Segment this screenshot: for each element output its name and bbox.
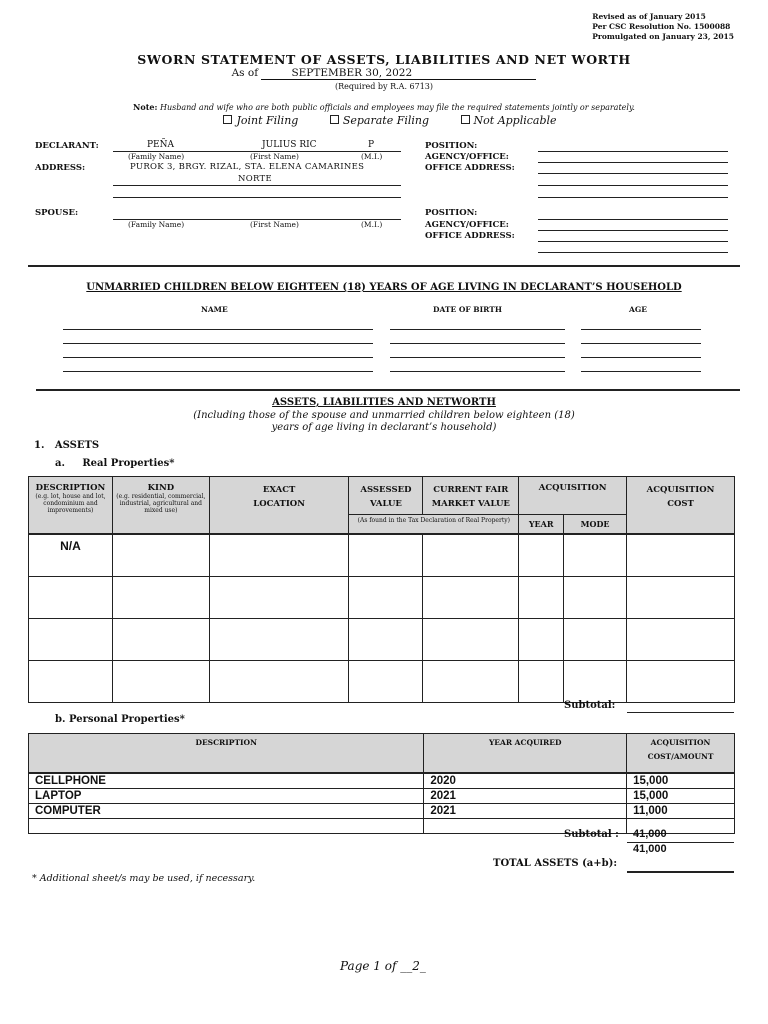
- h-year: YEAR: [519, 514, 564, 534]
- table-cell[interactable]: [29, 660, 113, 702]
- h-mode: MODE: [564, 514, 627, 534]
- note-text: Husband and wife who are both public officials and employees may file the required statements jointly or separately.: [159, 103, 635, 112]
- h-location: LOCATION: [253, 499, 305, 509]
- declarant-family-name[interactable]: PEÑA: [147, 140, 174, 150]
- declarant-first-name[interactable]: JULIUS RIC: [262, 140, 317, 150]
- real-subtotal-label: Subtotal:: [564, 700, 616, 711]
- child-dob-line[interactable]: [390, 329, 565, 330]
- personal-subtotal-value[interactable]: 41,000: [633, 828, 667, 840]
- position-line[interactable]: [538, 151, 728, 152]
- table-cell[interactable]: [627, 534, 735, 576]
- h-acq-cost-2: COST: [667, 499, 694, 509]
- table-row[interactable]: [29, 789, 735, 804]
- revision-info: [592, 12, 734, 42]
- table-cell[interactable]: [423, 660, 519, 702]
- table-cell[interactable]: [209, 618, 349, 660]
- table-cell[interactable]: [564, 660, 627, 702]
- note: [0, 102, 768, 112]
- address-line-b: [113, 197, 401, 198]
- separate-filing-label: Separate Filing: [342, 114, 430, 127]
- h-acquisition: ACQUISITION: [538, 483, 607, 493]
- p-header-year: YEAR ACQUIRED: [424, 734, 627, 774]
- table-cell[interactable]: [112, 660, 209, 702]
- spouse-family-caption: (Family Name): [128, 220, 185, 229]
- col-header-assessed: [349, 477, 423, 515]
- h-market: MARKET VALUE: [431, 499, 510, 509]
- required-by: (Required by R.A. 6713): [334, 82, 434, 91]
- p-item-description[interactable]: LAPTOP: [29, 789, 424, 804]
- table-cell[interactable]: [564, 576, 627, 618]
- as-of-label: As of: [231, 67, 259, 79]
- office-address-label: OFFICE ADDRESS:: [425, 163, 515, 173]
- p-header-cost-2: COST/AMOUNT: [647, 752, 714, 761]
- p-item-year[interactable]: 2020: [424, 773, 627, 789]
- joint-filing-label: Joint Filing: [236, 114, 299, 127]
- page-number: [340, 959, 426, 973]
- note-label: Note:: [133, 102, 158, 112]
- table-cell[interactable]: [112, 618, 209, 660]
- table-cell[interactable]: [519, 534, 564, 576]
- p-item-year[interactable]: 2021: [424, 804, 627, 819]
- spouse-position-label: POSITION:: [425, 208, 478, 218]
- not-applicable-label: Not Applicable: [473, 114, 557, 127]
- table-cell[interactable]: [519, 618, 564, 660]
- table-cell[interactable]: [29, 576, 113, 618]
- table-row[interactable]: [29, 773, 735, 789]
- family-name-caption: (Family Name): [128, 152, 185, 161]
- agency-line[interactable]: [538, 162, 728, 163]
- assets-subtitle-2: years of age living in declarant’s household): [271, 422, 497, 433]
- child-dob-line[interactable]: [390, 357, 565, 358]
- assets-title: ASSETS, LIABILITIES AND NETWORTH: [272, 397, 496, 408]
- table-row[interactable]: [29, 804, 735, 819]
- real-subtotal-line[interactable]: [627, 712, 734, 713]
- table-cell[interactable]: [29, 618, 113, 660]
- child-dob-line[interactable]: [390, 371, 565, 372]
- spouse-label: SPOUSE:: [35, 208, 79, 218]
- p-item-description[interactable]: CELLPHONE: [29, 773, 424, 789]
- filing-options: [0, 114, 768, 127]
- table-cell[interactable]: [349, 660, 423, 702]
- child-name-line[interactable]: [63, 371, 373, 372]
- personal-heading: b. Personal Properties*: [55, 714, 185, 725]
- table-cell[interactable]: [627, 618, 735, 660]
- child-name-line[interactable]: [63, 329, 373, 330]
- p-item-year[interactable]: 2021: [424, 789, 627, 804]
- form-title: SWORN STATEMENT OF ASSETS, LIABILITIES AND NET WORTH: [137, 52, 631, 67]
- child-age-line[interactable]: [581, 371, 701, 372]
- h-current: CURRENT FAIR: [433, 485, 509, 495]
- p-item-cost[interactable]: 15,000: [627, 789, 735, 804]
- h-kind-sub: (e.g. residential, commercial, industrial, agricultural and mixed use): [116, 493, 206, 514]
- table-cell[interactable]: [423, 534, 519, 576]
- first-name-caption: (First Name): [250, 152, 299, 161]
- spouse-mi-caption: (M.I.): [361, 220, 383, 229]
- page-label: Page 1 of: [340, 959, 397, 973]
- spouse-office-line-a[interactable]: [538, 241, 728, 242]
- agency-label: AGENCY/OFFICE:: [425, 152, 509, 162]
- table-cell[interactable]: [29, 819, 424, 834]
- table-cell[interactable]: [209, 576, 349, 618]
- h-exact: EXACT: [262, 485, 296, 495]
- col-header-acquisition: [519, 477, 627, 515]
- spouse-agency-label: AGENCY/OFFICE:: [425, 220, 509, 230]
- spouse-first-caption: (First Name): [250, 220, 299, 229]
- children-title: UNMARRIED CHILDREN BELOW EIGHTEEN (18) YEARS OF AGE LIVING IN DECLARANT’S HOUSEHOLD: [86, 282, 682, 293]
- p-item-cost[interactable]: 15,000: [627, 773, 735, 789]
- p-item-cost[interactable]: 11,000: [627, 804, 735, 819]
- joint-filing-checkbox[interactable]: [223, 115, 232, 124]
- table-cell[interactable]: [209, 660, 349, 702]
- as-of-date[interactable]: SEPTEMBER 30, 2022: [261, 67, 536, 80]
- h-assessed: ASSESSED: [360, 485, 412, 495]
- table-cell[interactable]: [519, 576, 564, 618]
- table-cell[interactable]: [112, 576, 209, 618]
- p-item-description[interactable]: COMPUTER: [29, 804, 424, 819]
- table-cell[interactable]: [349, 534, 423, 576]
- col-header-acq-cost: [627, 477, 735, 515]
- office-address-line-b[interactable]: [538, 185, 728, 186]
- table-cell[interactable]: [627, 576, 735, 618]
- child-dob-line[interactable]: [390, 343, 565, 344]
- section-divider-2: [36, 389, 740, 391]
- as-of-line: [0, 67, 768, 80]
- address-line-a: [113, 185, 401, 186]
- col-header-current: [423, 477, 519, 515]
- revision-line-2: Per CSC Resolution No. 1500088: [592, 22, 731, 31]
- declarant-label: DECLARANT:: [35, 141, 99, 151]
- spouse-agency-line[interactable]: [538, 230, 728, 231]
- personal-subtotal-value-2[interactable]: 41,000: [633, 843, 667, 855]
- real-properties-heading: a. Real Properties*: [55, 458, 175, 469]
- total-assets-label: TOTAL ASSETS (a+b):: [493, 858, 618, 869]
- mi-caption: (M.I.): [361, 152, 383, 161]
- child-age-line[interactable]: [581, 343, 701, 344]
- col-header-location: [209, 477, 349, 515]
- col-header-description: [29, 477, 113, 515]
- additional-sheet-note: * Additional sheet/s may be used, if necessary.: [32, 873, 256, 884]
- table-row[interactable]: [29, 819, 735, 834]
- child-age-line[interactable]: [581, 357, 701, 358]
- spouse-office-address-label: OFFICE ADDRESS:: [425, 231, 515, 241]
- assets-subtitle-1: (Including those of the spouse and unmarried children below eighteen (18): [193, 410, 575, 421]
- personal-subtotal-label: Subtotal :: [564, 829, 619, 840]
- office-address-line-a[interactable]: [538, 173, 728, 174]
- h-description: DESCRIPTION: [35, 483, 106, 493]
- not-applicable-checkbox[interactable]: [461, 115, 470, 124]
- h-value: VALUE: [369, 499, 402, 509]
- spouse-position-line[interactable]: [538, 219, 728, 220]
- children-col-age: AGE: [629, 305, 647, 314]
- personal-properties-table: [28, 733, 735, 834]
- p-header-description: DESCRIPTION: [29, 734, 424, 774]
- child-name-line[interactable]: [63, 357, 373, 358]
- assets-heading: 1. ASSETS: [34, 440, 100, 451]
- col-header-kind: [112, 477, 209, 515]
- spouse-office-line-b[interactable]: [538, 252, 728, 253]
- separate-filing-checkbox[interactable]: [330, 115, 339, 124]
- h-acq-cost-1: ACQUISITION: [646, 485, 715, 495]
- h-description-sub: (e.g. lot, house and lot, condominium and improvements): [35, 493, 106, 514]
- table-cell[interactable]: [564, 618, 627, 660]
- revision-line-1: Revised as of January 2015: [592, 12, 706, 21]
- child-age-line[interactable]: [581, 329, 701, 330]
- table-cell[interactable]: [519, 660, 564, 702]
- children-col-dob: DATE OF BIRTH: [433, 305, 502, 314]
- table-cell[interactable]: [564, 534, 627, 576]
- real-cell-na[interactable]: N/A: [29, 534, 113, 576]
- revision-line-3: Promulgated on January 23, 2015: [592, 32, 734, 41]
- address-line-1[interactable]: PUROK 3, BRGY. RIZAL, STA. ELENA CAMARINES: [130, 162, 365, 172]
- position-label: POSITION:: [425, 141, 478, 151]
- p-header-cost-1: ACQUISITION: [650, 738, 711, 747]
- section-divider-1: [28, 265, 740, 267]
- child-name-line[interactable]: [63, 343, 373, 344]
- real-properties-table: [28, 476, 735, 703]
- address-label: ADDRESS:: [35, 163, 86, 173]
- address-line-2[interactable]: NORTE: [238, 174, 273, 184]
- table-cell[interactable]: [209, 534, 349, 576]
- table-cell[interactable]: [112, 534, 209, 576]
- table-cell[interactable]: [627, 660, 735, 702]
- total-assets-line[interactable]: [627, 871, 734, 873]
- h-found: (As found in the Tax Declaration of Real Property): [349, 514, 519, 534]
- children-col-name: NAME: [201, 305, 228, 314]
- page-total: __2_: [400, 959, 426, 973]
- declarant-mi[interactable]: P: [368, 140, 375, 150]
- p-header-cost: [627, 734, 735, 774]
- office-address-line-c[interactable]: [538, 197, 728, 198]
- table-cell[interactable]: [423, 618, 519, 660]
- table-cell[interactable]: [349, 576, 423, 618]
- table-cell[interactable]: [349, 618, 423, 660]
- h-kind: KIND: [147, 483, 175, 493]
- table-cell[interactable]: [423, 576, 519, 618]
